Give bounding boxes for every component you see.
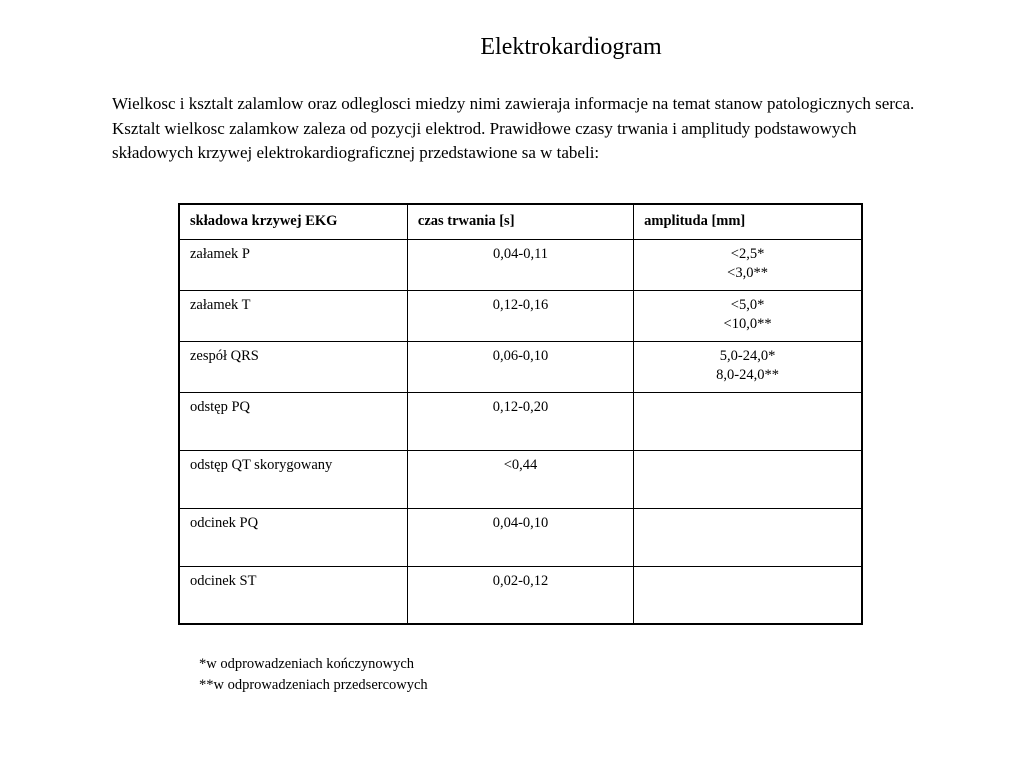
duration-value: 0,12-0,20 (407, 392, 633, 450)
amplitude-cell (634, 392, 862, 450)
ekg-table (178, 203, 863, 625)
component-name: załamek P (179, 239, 407, 290)
duration-value: 0,02-0,12 (407, 566, 633, 624)
amplitude-cell (634, 341, 862, 392)
header-component: składowa krzywej EKG (179, 204, 407, 239)
table-header-row (179, 204, 862, 239)
table-row (179, 392, 862, 450)
table-row (179, 290, 862, 341)
duration-value: 0,04-0,11 (407, 239, 633, 290)
amplitude-precordial: <10,0** (723, 316, 772, 332)
duration-value: 0,06-0,10 (407, 341, 633, 392)
footnote-precordial-leads: **w odprowadzeniach przedsercowych (199, 677, 428, 693)
component-name: zespół QRS (179, 341, 407, 392)
duration-value: <0,44 (407, 450, 633, 508)
component-name: odstęp QT skorygowany (179, 450, 407, 508)
amplitude-precordial: <3,0** (727, 265, 768, 281)
table-row (179, 566, 862, 624)
header-amplitude: amplituda [mm] (634, 204, 862, 239)
table-row (179, 341, 862, 392)
amplitude-cell (634, 290, 862, 341)
amplitude-limb: <2,5* (730, 245, 765, 262)
duration-value: 0,04-0,10 (407, 508, 633, 566)
amplitude-limb: 5,0-24,0* (719, 347, 776, 364)
amplitude-cell (634, 450, 862, 508)
amplitude-cell (634, 239, 862, 290)
page-title: Elektrokardiogram (480, 34, 662, 60)
component-name: odcinek ST (179, 566, 407, 624)
header-duration: czas trwania [s] (407, 204, 633, 239)
duration-value: 0,12-0,16 (407, 290, 633, 341)
amplitude-limb: <5,0* (730, 296, 765, 313)
table-row (179, 450, 862, 508)
table-row (179, 508, 862, 566)
amplitude-cell (634, 508, 862, 566)
footnotes (199, 654, 428, 696)
component-name: odcinek PQ (179, 508, 407, 566)
component-name: załamek T (179, 290, 407, 341)
table-row (179, 239, 862, 290)
component-name: odstęp PQ (179, 392, 407, 450)
intro-paragraph: Wielkosc i ksztalt zalamlow oraz odleglosci miedzy nimi zawieraja informacje na temat stanow patologicznych serca. Ksztalt wielkosc zalamkow zaleza od pozycji elektrod. Prawidłowe czasy trwania i amplitudy podstawowych składowych krzywej elektrokardiograficznej przedstawione sa w tabeli: (112, 94, 915, 162)
footnote-limb-leads: *w odprowadzeniach kończynowych (199, 656, 415, 672)
amplitude-cell (634, 566, 862, 624)
amplitude-precordial: 8,0-24,0** (716, 367, 779, 383)
